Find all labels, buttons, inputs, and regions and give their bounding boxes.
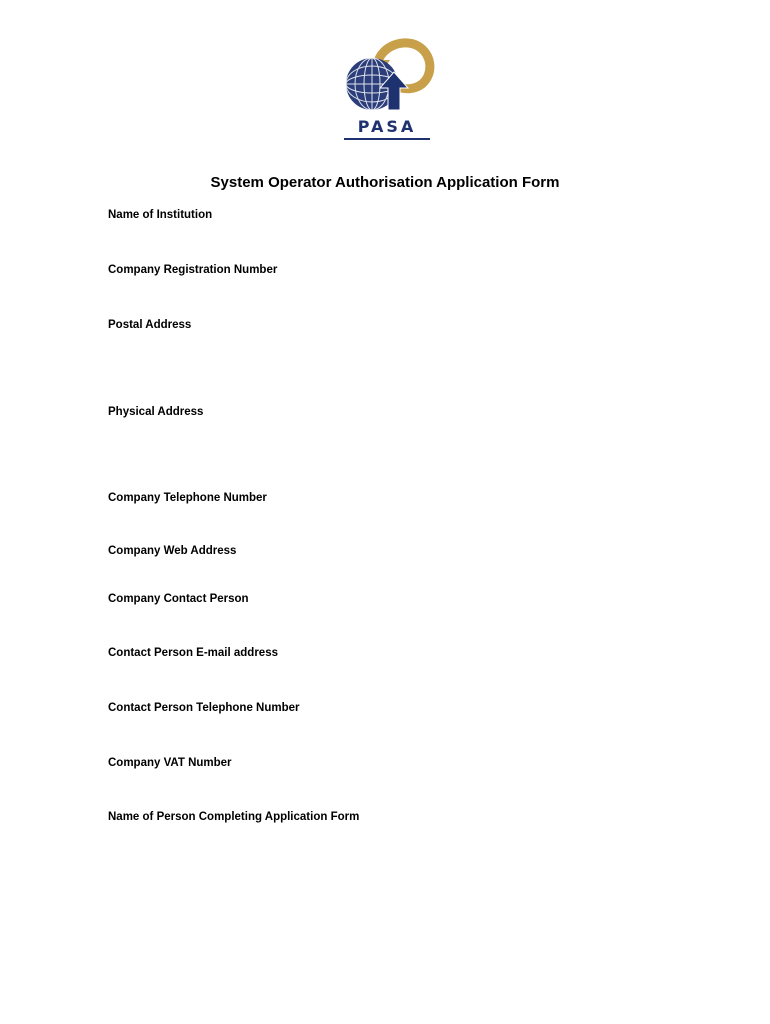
logo-underline xyxy=(344,138,430,140)
label-postal-address: Postal Address xyxy=(108,319,192,331)
label-company-web-address: Company Web Address xyxy=(108,545,237,557)
form-title: System Operator Authorisation Application Form xyxy=(210,174,560,191)
label-company-registration-number: Company Registration Number xyxy=(108,264,278,276)
label-company-contact-person: Company Contact Person xyxy=(108,593,249,605)
label-person-completing-form: Name of Person Completing Application Form xyxy=(108,811,360,823)
label-contact-person-email: Contact Person E-mail address xyxy=(108,647,278,659)
label-contact-person-telephone: Contact Person Telephone Number xyxy=(108,702,300,714)
logo-text: PASA xyxy=(357,117,417,136)
label-name-of-institution: Name of Institution xyxy=(108,209,213,221)
label-physical-address: Physical Address xyxy=(108,406,204,418)
globe-arrows-icon xyxy=(338,38,436,118)
pasa-logo xyxy=(338,38,436,142)
label-company-telephone-number: Company Telephone Number xyxy=(108,492,267,504)
label-company-vat-number: Company VAT Number xyxy=(108,757,232,769)
